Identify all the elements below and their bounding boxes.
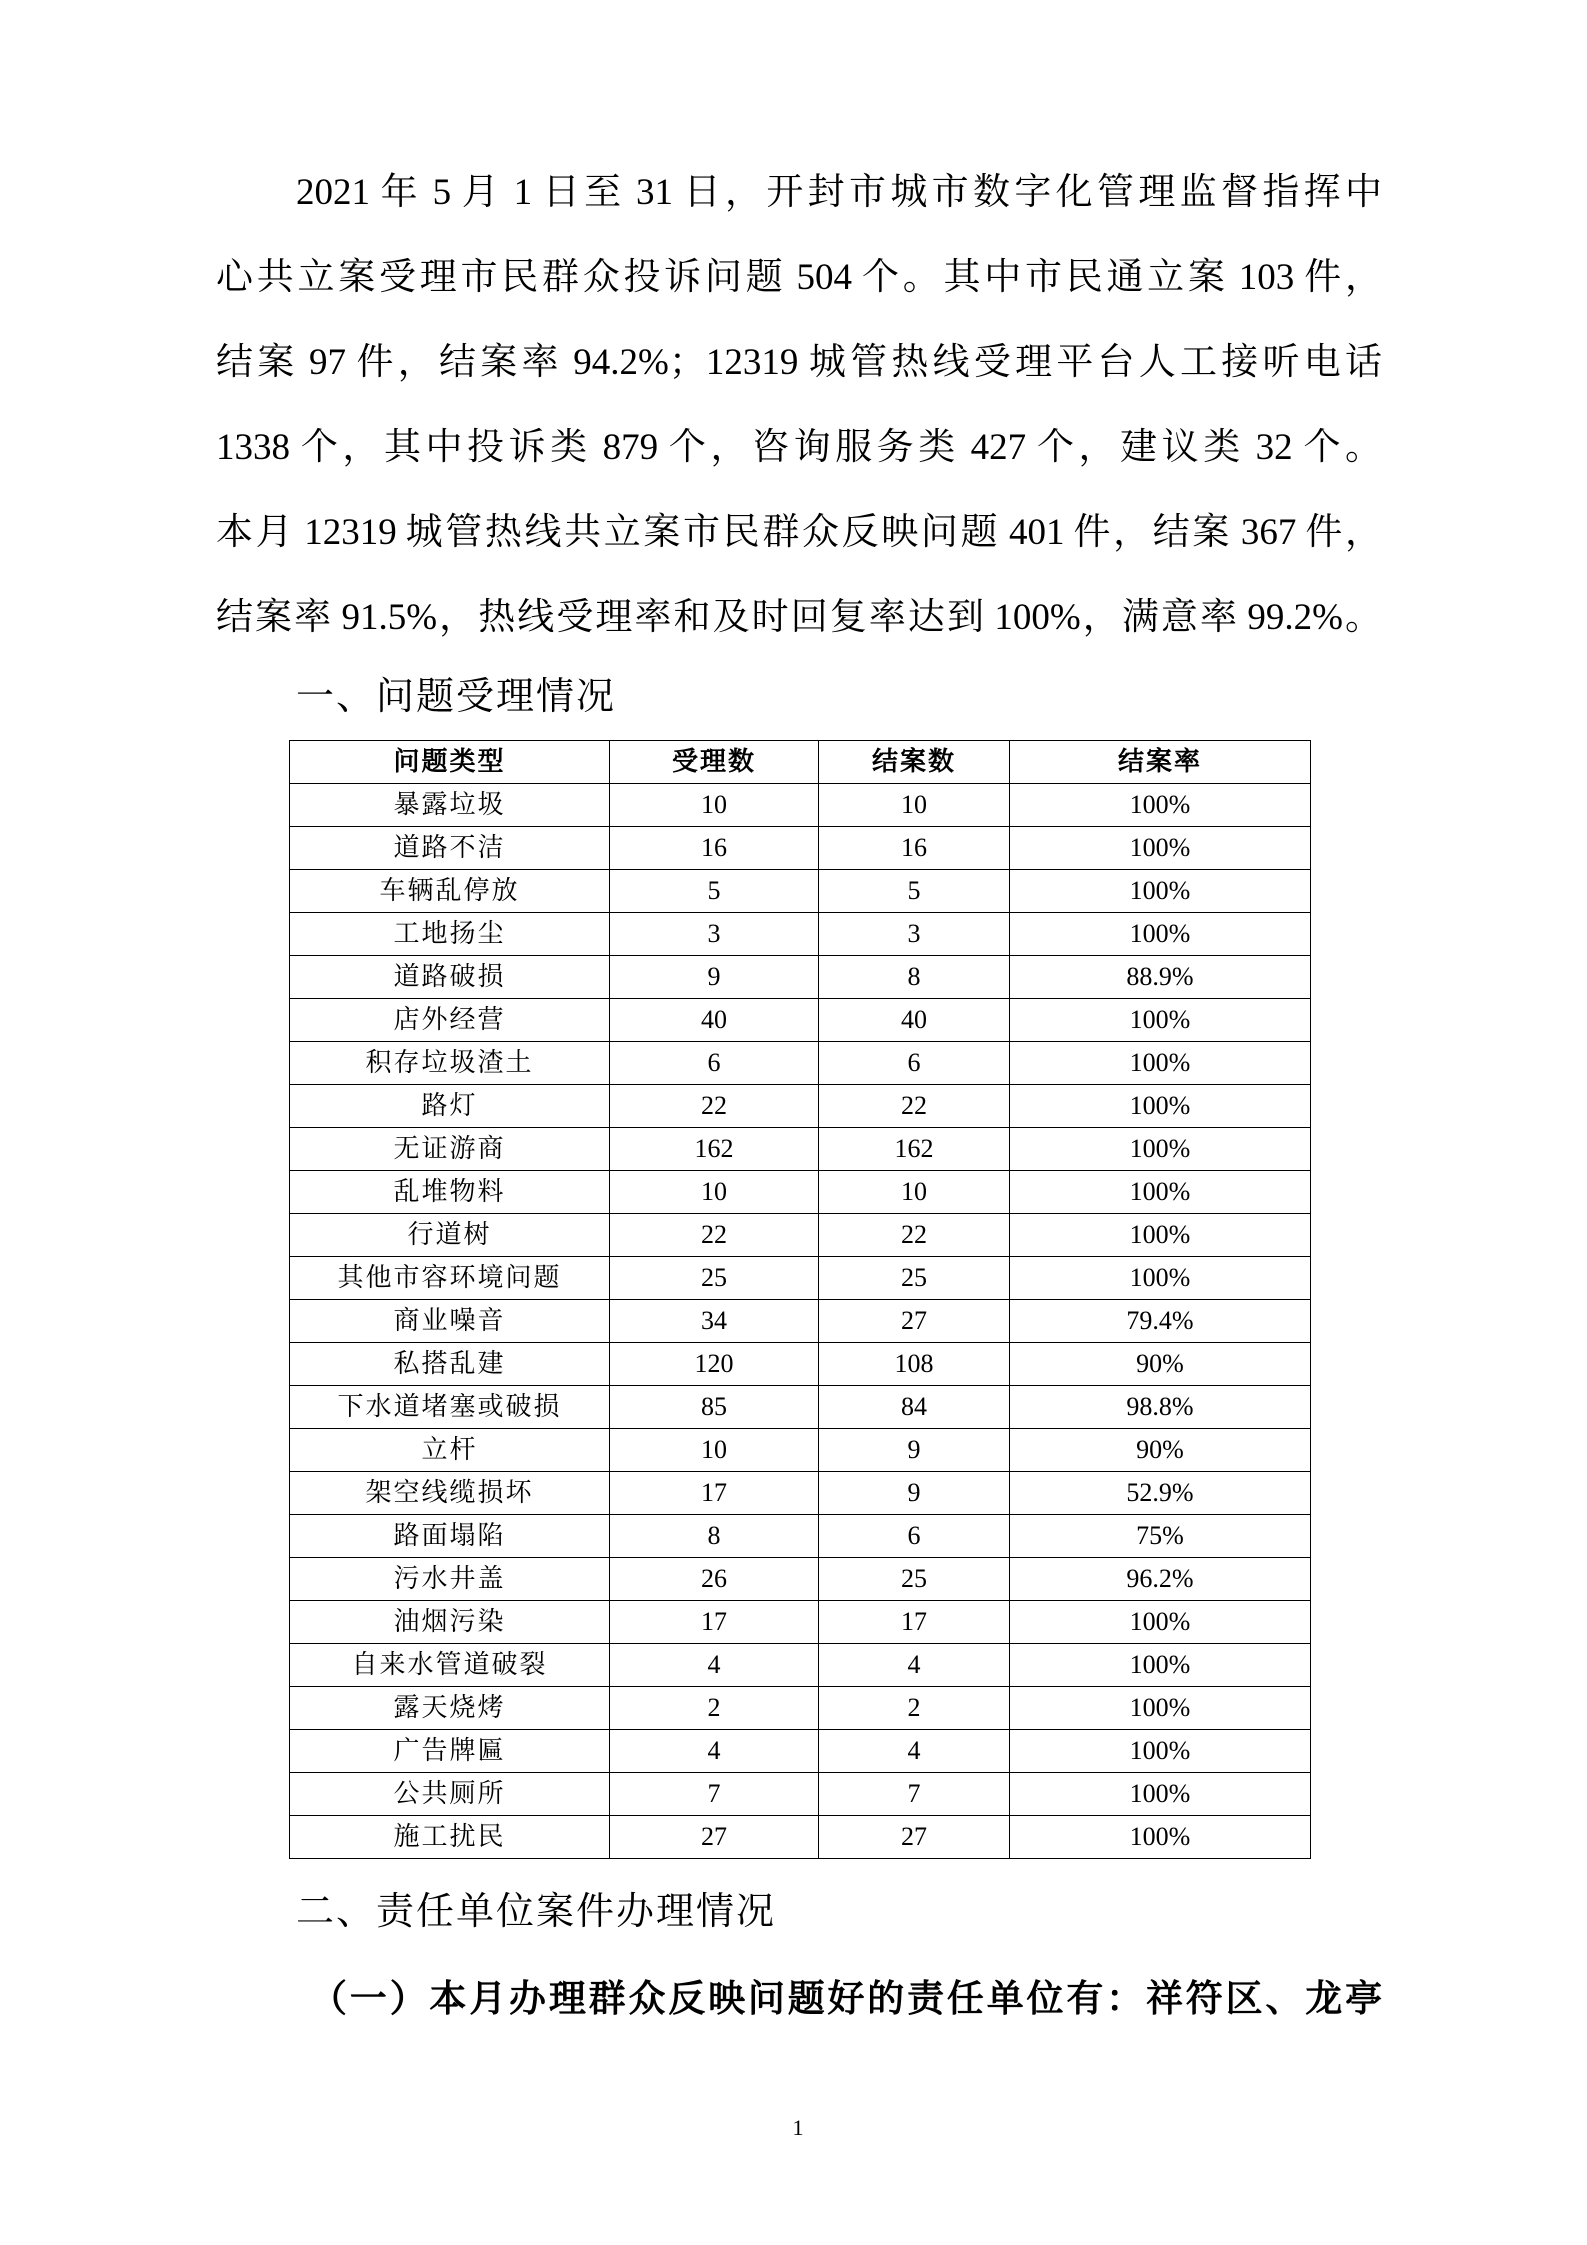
cell-close-rate: 100% bbox=[1010, 1687, 1311, 1730]
table-row bbox=[290, 1601, 1311, 1644]
cell-closed-count: 40 bbox=[819, 999, 1010, 1042]
cell-problem-type: 积存垃圾渣土 bbox=[290, 1042, 610, 1085]
cell-problem-type: 广告牌匾 bbox=[290, 1730, 610, 1773]
cell-close-rate: 100% bbox=[1010, 1257, 1311, 1300]
cell-close-rate: 100% bbox=[1010, 1816, 1311, 1859]
cell-problem-type: 商业噪音 bbox=[290, 1300, 610, 1343]
cell-close-rate: 98.8% bbox=[1010, 1386, 1311, 1429]
table-row bbox=[290, 1773, 1311, 1816]
cell-problem-type: 下水道堵塞或破损 bbox=[290, 1386, 610, 1429]
cell-closed-count: 4 bbox=[819, 1730, 1010, 1773]
intro-line: 2021 年 5 月 1 日至 31 日，开封市城市数字化管理监督指挥中 bbox=[296, 172, 1382, 213]
cell-closed-count: 6 bbox=[819, 1515, 1010, 1558]
cell-accepted-count: 4 bbox=[610, 1644, 819, 1687]
table-row bbox=[290, 913, 1311, 956]
table-row bbox=[290, 1429, 1311, 1472]
cell-close-rate: 90% bbox=[1010, 1343, 1311, 1386]
cell-accepted-count: 2 bbox=[610, 1687, 819, 1730]
cell-closed-count: 25 bbox=[819, 1558, 1010, 1601]
cell-close-rate: 88.9% bbox=[1010, 956, 1311, 999]
cell-accepted-count: 40 bbox=[610, 999, 819, 1042]
header-closed-count: 结案数 bbox=[819, 741, 1010, 784]
cell-problem-type: 车辆乱停放 bbox=[290, 870, 610, 913]
section1-heading: 一、问题受理情况 bbox=[296, 676, 617, 718]
cell-problem-type: 污水井盖 bbox=[290, 1558, 610, 1601]
cell-accepted-count: 10 bbox=[610, 1171, 819, 1214]
cell-problem-type: 架空线缆损坏 bbox=[290, 1472, 610, 1515]
cell-closed-count: 8 bbox=[819, 956, 1010, 999]
table-row bbox=[290, 1730, 1311, 1773]
table-row bbox=[290, 1816, 1311, 1859]
cell-close-rate: 52.9% bbox=[1010, 1472, 1311, 1515]
cell-problem-type: 路灯 bbox=[290, 1085, 610, 1128]
cell-close-rate: 100% bbox=[1010, 1128, 1311, 1171]
table-row bbox=[290, 1128, 1311, 1171]
table-row bbox=[290, 1042, 1311, 1085]
intro-line: 心共立案受理市民群众投诉问题 504 个。其中市民通立案 103 件， bbox=[216, 257, 1382, 298]
cell-problem-type: 施工扰民 bbox=[290, 1816, 610, 1859]
cell-problem-type: 乱堆物料 bbox=[290, 1171, 610, 1214]
cell-accepted-count: 27 bbox=[610, 1816, 819, 1859]
table-row bbox=[290, 1386, 1311, 1429]
cell-problem-type: 立杆 bbox=[290, 1429, 610, 1472]
cell-accepted-count: 17 bbox=[610, 1601, 819, 1644]
cell-closed-count: 10 bbox=[819, 784, 1010, 827]
cell-accepted-count: 26 bbox=[610, 1558, 819, 1601]
cell-accepted-count: 85 bbox=[610, 1386, 819, 1429]
cell-problem-type: 私搭乱建 bbox=[290, 1343, 610, 1386]
table-header-row bbox=[290, 741, 1311, 784]
subsection-line: （一）本月办理群众反映问题好的责任单位有：祥符区、龙亭 bbox=[310, 1979, 1382, 2020]
cell-accepted-count: 10 bbox=[610, 784, 819, 827]
table-row bbox=[290, 1300, 1311, 1343]
cell-problem-type: 行道树 bbox=[290, 1214, 610, 1257]
cell-closed-count: 9 bbox=[819, 1472, 1010, 1515]
cell-closed-count: 7 bbox=[819, 1773, 1010, 1816]
cell-close-rate: 100% bbox=[1010, 1085, 1311, 1128]
table-row bbox=[290, 1472, 1311, 1515]
section2-heading: 二、责任单位案件办理情况 bbox=[296, 1891, 777, 1933]
cell-problem-type: 道路破损 bbox=[290, 956, 610, 999]
cell-close-rate: 100% bbox=[1010, 870, 1311, 913]
cell-accepted-count: 10 bbox=[610, 1429, 819, 1472]
cell-close-rate: 100% bbox=[1010, 913, 1311, 956]
table-row bbox=[290, 1171, 1311, 1214]
table-row bbox=[290, 1644, 1311, 1687]
cell-closed-count: 27 bbox=[819, 1300, 1010, 1343]
table-row bbox=[290, 999, 1311, 1042]
table-row bbox=[290, 1085, 1311, 1128]
table-row bbox=[290, 784, 1311, 827]
cell-closed-count: 27 bbox=[819, 1816, 1010, 1859]
cell-problem-type: 道路不洁 bbox=[290, 827, 610, 870]
cell-close-rate: 100% bbox=[1010, 999, 1311, 1042]
cell-accepted-count: 4 bbox=[610, 1730, 819, 1773]
cell-closed-count: 6 bbox=[819, 1042, 1010, 1085]
cell-accepted-count: 6 bbox=[610, 1042, 819, 1085]
cell-accepted-count: 7 bbox=[610, 1773, 819, 1816]
table-row bbox=[290, 1558, 1311, 1601]
cell-accepted-count: 16 bbox=[610, 827, 819, 870]
cell-closed-count: 5 bbox=[819, 870, 1010, 913]
cell-accepted-count: 22 bbox=[610, 1085, 819, 1128]
table-row bbox=[290, 1257, 1311, 1300]
cell-closed-count: 4 bbox=[819, 1644, 1010, 1687]
cell-close-rate: 100% bbox=[1010, 827, 1311, 870]
cell-accepted-count: 162 bbox=[610, 1128, 819, 1171]
cell-accepted-count: 8 bbox=[610, 1515, 819, 1558]
header-accepted-count: 受理数 bbox=[610, 741, 819, 784]
cell-problem-type: 店外经营 bbox=[290, 999, 610, 1042]
cell-close-rate: 100% bbox=[1010, 1644, 1311, 1687]
table-row bbox=[290, 1687, 1311, 1730]
table-row bbox=[290, 956, 1311, 999]
cell-closed-count: 22 bbox=[819, 1214, 1010, 1257]
cell-problem-type: 露天烧烤 bbox=[290, 1687, 610, 1730]
cell-close-rate: 100% bbox=[1010, 784, 1311, 827]
intro-line: 1338 个，其中投诉类 879 个，咨询服务类 427 个，建议类 32 个。 bbox=[216, 427, 1382, 468]
cell-closed-count: 162 bbox=[819, 1128, 1010, 1171]
cell-problem-type: 其他市容环境问题 bbox=[290, 1257, 610, 1300]
cell-close-rate: 96.2% bbox=[1010, 1558, 1311, 1601]
cell-closed-count: 25 bbox=[819, 1257, 1010, 1300]
cell-accepted-count: 9 bbox=[610, 956, 819, 999]
header-close-rate: 结案率 bbox=[1010, 741, 1311, 784]
page-number: 1 bbox=[792, 2115, 804, 2140]
cell-closed-count: 108 bbox=[819, 1343, 1010, 1386]
cell-accepted-count: 34 bbox=[610, 1300, 819, 1343]
intro-line: 结案 97 件，结案率 94.2%；12319 城管热线受理平台人工接听电话 bbox=[216, 342, 1382, 383]
cell-close-rate: 100% bbox=[1010, 1773, 1311, 1816]
cell-accepted-count: 3 bbox=[610, 913, 819, 956]
header-problem-type: 问题类型 bbox=[290, 741, 610, 784]
intro-line: 结案率 91.5%，热线受理率和及时回复率达到 100%，满意率 99.2%。 bbox=[216, 597, 1382, 638]
cell-close-rate: 90% bbox=[1010, 1429, 1311, 1472]
table-row bbox=[290, 1343, 1311, 1386]
cell-closed-count: 17 bbox=[819, 1601, 1010, 1644]
cell-problem-type: 油烟污染 bbox=[290, 1601, 610, 1644]
cell-close-rate: 75% bbox=[1010, 1515, 1311, 1558]
table-row bbox=[290, 1214, 1311, 1257]
cell-close-rate: 100% bbox=[1010, 1601, 1311, 1644]
cell-problem-type: 自来水管道破裂 bbox=[290, 1644, 610, 1687]
cell-close-rate: 100% bbox=[1010, 1730, 1311, 1773]
cell-closed-count: 3 bbox=[819, 913, 1010, 956]
cell-close-rate: 100% bbox=[1010, 1214, 1311, 1257]
cell-accepted-count: 120 bbox=[610, 1343, 819, 1386]
cell-accepted-count: 17 bbox=[610, 1472, 819, 1515]
table-row bbox=[290, 870, 1311, 913]
cell-close-rate: 100% bbox=[1010, 1171, 1311, 1214]
intro-line: 本月 12319 城管热线共立案市民群众反映问题 401 件，结案 367 件， bbox=[216, 512, 1382, 553]
table-row bbox=[290, 1515, 1311, 1558]
cell-problem-type: 路面塌陷 bbox=[290, 1515, 610, 1558]
cell-close-rate: 100% bbox=[1010, 1042, 1311, 1085]
cell-closed-count: 22 bbox=[819, 1085, 1010, 1128]
cell-closed-count: 9 bbox=[819, 1429, 1010, 1472]
cell-closed-count: 16 bbox=[819, 827, 1010, 870]
cell-closed-count: 2 bbox=[819, 1687, 1010, 1730]
table-body bbox=[290, 784, 1311, 1859]
cell-accepted-count: 5 bbox=[610, 870, 819, 913]
cell-problem-type: 无证游商 bbox=[290, 1128, 610, 1171]
case-statistics-table bbox=[289, 740, 1311, 1859]
table-row bbox=[290, 827, 1311, 870]
cell-problem-type: 暴露垃圾 bbox=[290, 784, 610, 827]
cell-accepted-count: 25 bbox=[610, 1257, 819, 1300]
cell-problem-type: 公共厕所 bbox=[290, 1773, 610, 1816]
cell-close-rate: 79.4% bbox=[1010, 1300, 1311, 1343]
cell-problem-type: 工地扬尘 bbox=[290, 913, 610, 956]
cell-closed-count: 10 bbox=[819, 1171, 1010, 1214]
cell-closed-count: 84 bbox=[819, 1386, 1010, 1429]
cell-accepted-count: 22 bbox=[610, 1214, 819, 1257]
